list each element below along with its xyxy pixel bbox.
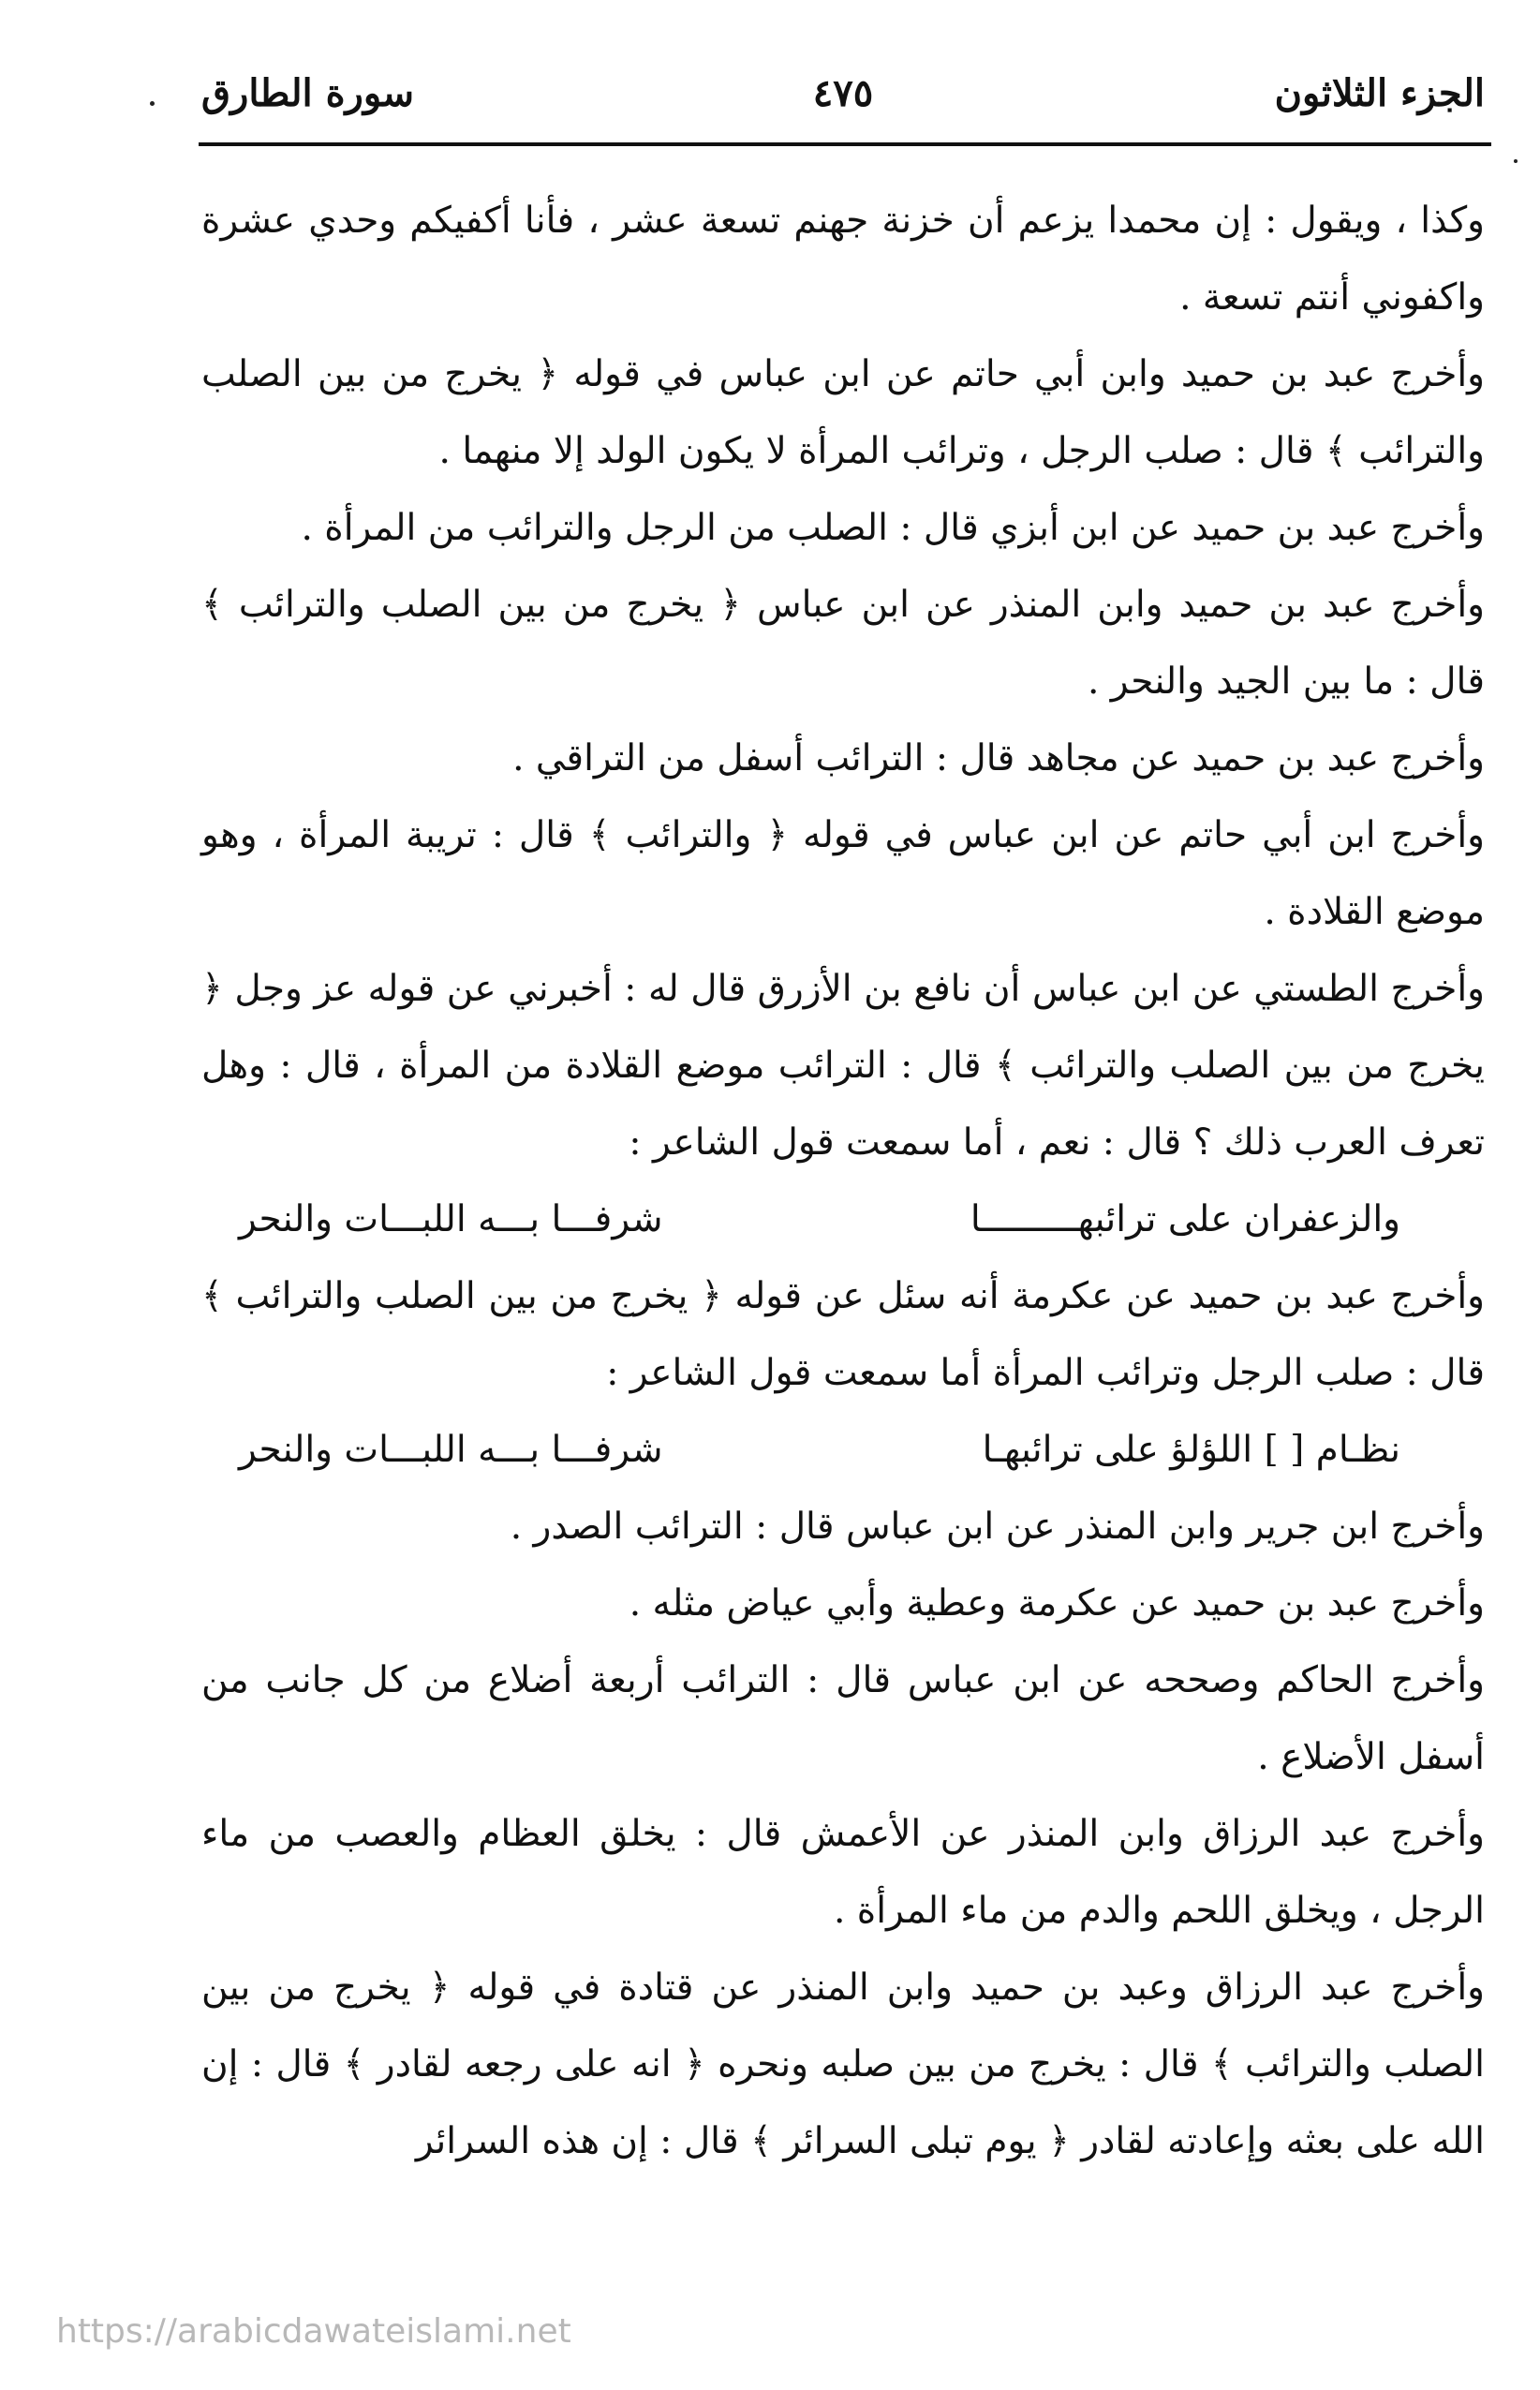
paragraph: وأخرج عبد الرزاق وعبد بن حميد وابن المنذر عن قتادة في قوله ﴿ يخرج من بين الصلب والترائب ﴾ قال : يخرج من بين صلبه ونحره ﴿ انه على رجعه لقادر ﴾ قال : إن الله على بعثه وإعادته لقادر ﴿ يوم تبلى السرائر ﴾ قال : إن هذه السرائر — [201, 1967, 1485, 2162]
part-title: الجزء الثلاثون — [1274, 71, 1485, 115]
paragraph: وأخرج عبد بن حميد عن مجاهد قال : الترائب أسفل من التراقي . — [512, 737, 1485, 779]
page-body — [201, 183, 1485, 2180]
paragraph: وأخرج عبد بن حميد عن عكرمة أنه سئل عن قوله ﴿ يخرج من بين الصلب والترائب ﴾ قال : صلب الرجل وترائب المرأة أما سمعت قول الشاعر : — [201, 1275, 1485, 1394]
ink-speck — [1514, 159, 1518, 163]
verse-first-hemistich: نظـام [ ] اللؤلؤ على ترائبهـا — [982, 1429, 1400, 1471]
verse-first-hemistich: والزعفران على ترائبهـــــــــا — [970, 1198, 1400, 1240]
page-number: ٤٧٥ — [812, 71, 874, 115]
paragraph: وأخرج الطستي عن ابن عباس أن نافع بن الأزرق قال له : أخبرني عن قوله عز وجل ﴿ يخرج من بين الصلب والترائب ﴾ قال : الترائب موضع القلادة من المرأة ، قال : وهل تعرف العرب ذلك ؟ قال : نعم ، أما سمعت قول الشاعر : — [201, 968, 1485, 1164]
verse-second-hemistich: شرفـــا بـــه اللبـــات والنحر — [239, 1198, 663, 1240]
paragraph: وأخرج عبد بن حميد وابن المنذر عن ابن عباس ﴿ يخرج من بين الصلب والترائب ﴾ قال : ما بين الجيد والنحر . — [201, 584, 1485, 703]
poetry-verse — [201, 1181, 1485, 1258]
paragraph: وأخرج عبد بن حميد وابن أبي حاتم عن ابن عباس في قوله ﴿ يخرج من بين الصلب والترائب ﴾ قال : صلب الرجل ، وترائب المرأة لا يكون الولد إلا منهما . — [201, 353, 1485, 472]
page-header — [201, 56, 1485, 131]
paragraph: وأخرج عبد بن حميد عن عكرمة وعطية وأبي عياض مثله . — [629, 1582, 1485, 1625]
paragraph: وأخرج عبد بن حميد عن ابن أبزي قال : الصلب من الرجل والترائب من المرأة . — [301, 507, 1485, 549]
paragraph: وكذا ، ويقول : إن محمدا يزعم أن خزنة جهنم تسعة عشر ، فأنا أكفيكم وحدي عشرة واكفوني أنتم تسعة . — [201, 200, 1485, 319]
paragraph: وأخرج ابن أبي حاتم عن ابن عباس في قوله ﴿ والترائب ﴾ قال : تريبة المرأة ، وهو موضع القلادة . — [201, 814, 1485, 933]
paragraph: وأخرج الحاكم وصححه عن ابن عباس قال : الترائب أربعة أضلاع من كل جانب من أسفل الأضلاع . — [201, 1659, 1485, 1778]
paragraph: وأخرج عبد الرزاق وابن المنذر عن الأعمش قال : يخلق العظام والعصب من ماء الرجل ، ويخلق اللحم والدم من ماء المرأة . — [201, 1813, 1485, 1932]
paragraph: وأخرج ابن جرير وابن المنذر عن ابن عباس قال : الترائب الصدر . — [510, 1506, 1485, 1548]
poetry-verse — [201, 1412, 1485, 1489]
header-rule — [199, 142, 1491, 146]
verse-second-hemistich: شرفـــا بـــه اللبـــات والنحر — [239, 1429, 663, 1471]
surah-title: سورة الطارق — [201, 71, 415, 115]
source-watermark: https://arabicdawateislami.net — [56, 2312, 571, 2351]
ink-speck — [150, 101, 155, 106]
